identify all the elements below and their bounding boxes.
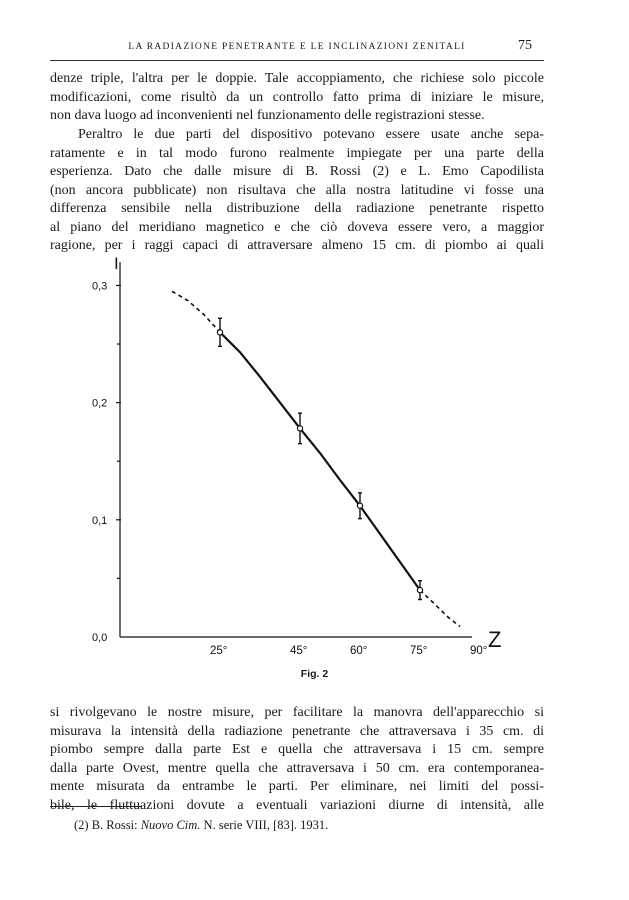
curve-dashed-end [420,590,460,626]
y-tick-label: 0,1 [92,514,108,527]
paragraph-1 [50,70,544,126]
figure-caption: Fig. 2 [300,668,329,680]
paragraph-2 [50,126,544,256]
running-title: LA RADIAZIONE PENETRANTE E LE INCLINAZIONI ZENITALI [128,42,466,52]
text-line: Peraltro le due parti del dispositivo potevano essere usate anche sepa- [78,127,544,142]
x-tick-label: 25° [210,645,228,657]
text-line: non dava luogo ad inconvenienti nel funzionamento delle registrazioni stesse. [50,108,485,123]
text-line: bile, le fluttuazioni dovute a eventuali variazioni diurne di intensità, alle [50,797,544,813]
text-line: (non ancora pubblicate) non risultava che alla nostra latitudine vi fosse una [50,182,544,198]
text-line: modificazioni, come risultò da un controllo fatto prima di iniziare le misure, [50,89,544,105]
paragraph-3 [50,704,544,815]
text-line: mente misurata da entrambe le parti. Per eliminare, nei limiti del possi- [50,779,544,794]
footnote-prefix: (2) B. Rossi: [74,818,141,832]
chart-ticks [92,280,487,657]
x-tick-label: 45° [290,645,308,657]
data-point [417,588,422,593]
footnote-journal: Nuovo Cim. [140,818,201,832]
text-line: si rivolgevano le nostre misure, per facilitare la manovra dell'apparecchio si [50,705,544,720]
x-tick-label: 90° [470,645,488,657]
footnote-rule [50,806,142,807]
footnote [74,818,328,833]
text-line: al piano del meridiano magnetico e che ciò doveva essere vero, a maggior [50,219,544,235]
footnote-rest: N. serie VIII, [83]. 1931. [200,818,329,832]
text-line: misurava la intensità della radiazione penetrante che attraversava i 35 cm. di [50,723,544,739]
text-line: denze triple, l'altra per le doppie. Tale accoppiamento, che richiese solo piccole [50,71,544,86]
chart-points [217,318,422,599]
x-tick-label: 75° [410,645,428,657]
x-tick-label: 60° [350,645,368,657]
data-point [217,330,222,335]
chart-curve [172,291,460,626]
header-rule [50,60,544,61]
text-line: dalla parte Ovest, mentre quella che attraversava i 50 cm. era contemporanea- [50,760,544,776]
text-line: ragione, per i raggi capaci di attraversare almeno 15 cm. di piombo ai quali [50,238,544,253]
y-axis-label: I [114,254,119,273]
text-line: piombo sempre dalla parte Est e quella che attraversava i 15 cm. sempre [50,742,544,757]
x-axis-label: Z [488,627,502,652]
page-number: 75 [518,38,532,53]
data-point [297,426,302,431]
text-line: esperienza. Dato che dalle misure di B. Rossi (2) e L. Emo Capodilista [50,164,544,179]
curve-dashed-start [172,291,220,332]
intensity-vs-zenith-chart [0,250,629,660]
data-point [357,503,362,508]
curve-solid [220,332,420,590]
y-tick-label: 0,3 [92,280,108,293]
y-tick-label: 0,0 [92,632,108,644]
y-tick-label: 0,2 [92,397,108,410]
text-line: ratamente e in tal modo furono realmente impiegate per una parte della [50,145,544,161]
text-line: differenza sensibile nella distribuzione della radiazione penetrante rispetto [50,201,544,216]
